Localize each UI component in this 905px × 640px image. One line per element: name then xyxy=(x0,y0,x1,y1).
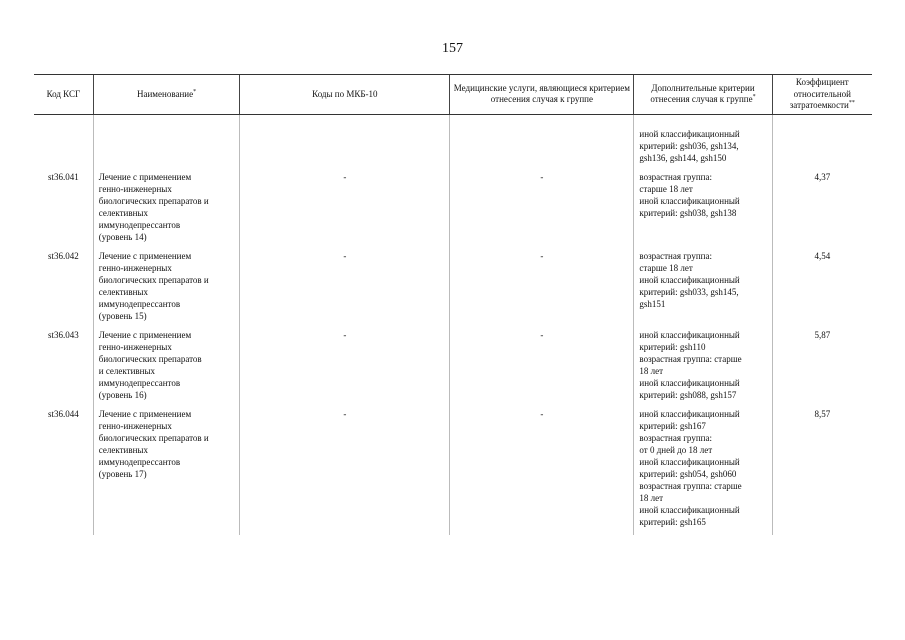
criteria-line: иной классификационный xyxy=(639,504,740,515)
criteria-line: критерий: gsh038, gsh138 xyxy=(639,207,737,218)
table-row xyxy=(34,250,872,329)
criteria-line: 18 лет xyxy=(639,492,664,503)
header-name-footnote-mark: * xyxy=(193,88,197,95)
medical-services-cell: - xyxy=(450,408,634,535)
ksg-table xyxy=(34,74,872,535)
criteria-line: возрастная группа: старше xyxy=(639,353,742,364)
header-criteria-footnote-mark: * xyxy=(752,94,756,101)
name-line: иммунодепрессантов xyxy=(98,377,181,388)
name-line: биологических препаратов xyxy=(98,353,202,364)
cost-coefficient-cell: 8,57 xyxy=(772,408,872,535)
criteria-line: возрастная группа: старше xyxy=(639,480,742,491)
name-line: биологических препаратов и xyxy=(98,432,209,443)
name-line: генно-инженерных xyxy=(98,183,172,194)
header-mkb: Коды по МКБ-10 xyxy=(240,75,450,115)
name-line: Лечение с применением xyxy=(98,408,192,419)
name-line: биологических препаратов и xyxy=(98,274,209,285)
criteria-line: gsh151 xyxy=(639,298,666,309)
name-line: селективных xyxy=(98,286,148,297)
criteria-line: 18 лет xyxy=(639,365,664,376)
header-criteria: Дополнительные критерии отнесения случая к группе* xyxy=(634,75,772,115)
mkb-codes-cell: - xyxy=(240,408,450,535)
criteria-line: от 0 дней до 18 лет xyxy=(639,444,713,455)
ksg-code-cell: st36.044 xyxy=(47,408,79,419)
cost-coefficient-cell: 5,87 xyxy=(772,329,872,408)
page-number: 157 xyxy=(442,41,463,56)
criteria-line: старше 18 лет xyxy=(639,262,693,273)
name-line: селективных xyxy=(98,207,148,218)
header-coef: Коэффициент относительной затратоемкости** xyxy=(772,75,872,115)
name-line: (уровень 14) xyxy=(98,231,147,242)
additional-criteria-cell xyxy=(634,171,772,250)
criteria-line: критерий: gsh033, gsh145, xyxy=(639,286,739,297)
table-row xyxy=(34,408,872,535)
mkb-codes-cell: - xyxy=(240,250,450,329)
header-services: Медицинские услуги, являющиеся критерием отнесения случая к группе xyxy=(450,75,634,115)
name-line: Лечение с применением xyxy=(98,329,192,340)
ksg-code-cell: st36.043 xyxy=(47,329,79,340)
criteria-line: критерий: gsh054, gsh060 xyxy=(639,468,737,479)
header-code: Код КСГ xyxy=(34,75,93,115)
medical-services-cell: - xyxy=(450,171,634,250)
ksg-name-cell xyxy=(93,329,240,408)
criteria-line: иной классификационный xyxy=(639,456,740,467)
additional-criteria-cell xyxy=(634,408,772,535)
ksg-code-cell: st36.041 xyxy=(47,171,79,182)
criteria-line: возрастная группа: xyxy=(639,171,712,182)
additional-criteria-cell xyxy=(634,250,772,329)
name-line: генно-инженерных xyxy=(98,341,172,352)
additional-criteria-cell xyxy=(634,329,772,408)
name-line: иммунодепрессантов xyxy=(98,298,181,309)
name-line: иммунодепрессантов xyxy=(98,456,181,467)
name-line: генно-инженерных xyxy=(98,262,172,273)
header-coef-footnote-mark: ** xyxy=(848,100,855,106)
mkb-codes-cell: - xyxy=(240,171,450,250)
criteria-line: иной классификационный xyxy=(639,377,740,388)
name-line: селективных xyxy=(98,444,148,455)
name-line: и селективных xyxy=(98,365,156,376)
medical-services-cell: - xyxy=(450,250,634,329)
mkb-codes-cell: - xyxy=(240,329,450,408)
criteria-line: gsh136, gsh144, gsh150 xyxy=(639,152,727,163)
table-row xyxy=(34,329,872,408)
criteria-line: иной классификационный xyxy=(639,195,740,206)
criteria-line: возрастная группа: xyxy=(639,432,712,443)
criteria-line: иной классификационный xyxy=(639,329,740,340)
criteria-line: старше 18 лет xyxy=(639,183,693,194)
criteria-line: критерий: gsh036, gsh134, xyxy=(639,140,739,151)
table-body xyxy=(34,114,872,535)
name-line: Лечение с применением xyxy=(98,250,192,261)
name-line: генно-инженерных xyxy=(98,420,172,431)
cost-coefficient-cell: 4,54 xyxy=(772,250,872,329)
criteria-line: возрастная группа: xyxy=(639,250,712,261)
table-row xyxy=(34,171,872,250)
continuation-row xyxy=(34,114,872,171)
cost-coefficient-cell: 4,37 xyxy=(772,171,872,250)
criteria-line: критерий: gsh167 xyxy=(639,420,706,431)
header-name: Наименование* xyxy=(93,75,240,115)
ksg-name-cell xyxy=(93,408,240,535)
criteria-line: иной классификационный xyxy=(639,128,740,139)
criteria-line: критерий: gsh165 xyxy=(639,516,706,527)
medical-services-cell: - xyxy=(450,329,634,408)
ksg-name-cell xyxy=(93,171,240,250)
criteria-line: критерий: gsh110 xyxy=(639,341,706,352)
name-line: (уровень 15) xyxy=(98,310,147,321)
name-line: (уровень 16) xyxy=(98,389,147,400)
name-line: Лечение с применением xyxy=(98,171,192,182)
ksg-code-cell: st36.042 xyxy=(47,250,79,261)
continuation-criteria-cell xyxy=(634,114,772,171)
name-line: биологических препаратов и xyxy=(98,195,209,206)
table-header-row xyxy=(34,75,872,115)
criteria-line: критерий: gsh088, gsh157 xyxy=(639,389,737,400)
criteria-line: иной классификационный xyxy=(639,274,740,285)
ksg-name-cell xyxy=(93,250,240,329)
criteria-line: иной классификационный xyxy=(639,408,740,419)
name-line: (уровень 17) xyxy=(98,468,147,479)
name-line: иммунодепрессантов xyxy=(98,219,181,230)
